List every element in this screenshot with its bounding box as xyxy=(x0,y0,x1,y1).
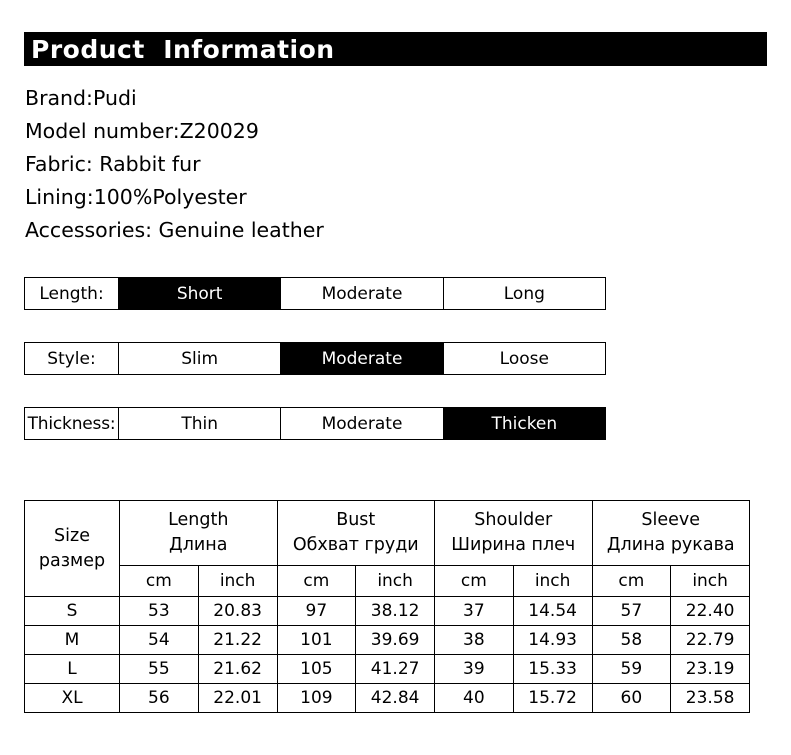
spec-accessories: Accessories: Genuine leather xyxy=(25,218,324,242)
cell-shoulder-inch: 14.54 xyxy=(513,597,592,626)
option-style-moderate[interactable]: Moderate xyxy=(281,343,443,374)
option-length-long[interactable]: Long xyxy=(444,278,605,309)
option-length-moderate[interactable]: Moderate xyxy=(281,278,443,309)
option-length-short[interactable]: Short xyxy=(119,278,281,309)
unit-shoulder-inch: inch xyxy=(513,566,592,597)
unit-bust-cm: cm xyxy=(277,566,356,597)
option-label-length: Length: xyxy=(25,278,119,309)
unit-length-cm: cm xyxy=(120,566,199,597)
option-label-style: Style: xyxy=(25,343,119,374)
unit-shoulder-cm: cm xyxy=(435,566,514,597)
size-chart-table xyxy=(24,500,750,713)
cell-length-cm: 55 xyxy=(120,655,199,684)
specification-list xyxy=(25,82,625,247)
cell-sleeve-inch: 22.79 xyxy=(671,626,750,655)
cell-sleeve-cm: 60 xyxy=(592,684,671,713)
cell-length-cm: 56 xyxy=(120,684,199,713)
cell-shoulder-cm: 38 xyxy=(435,626,514,655)
cell-length-inch: 21.22 xyxy=(198,626,277,655)
unit-sleeve-inch: inch xyxy=(671,566,750,597)
cell-bust-inch: 38.12 xyxy=(356,597,435,626)
option-label-thickness: Thickness: xyxy=(25,408,119,439)
cell-length-inch: 20.83 xyxy=(198,597,277,626)
cell-sleeve-cm: 57 xyxy=(592,597,671,626)
row-size-label: M xyxy=(25,626,120,655)
cell-length-cm: 53 xyxy=(120,597,199,626)
page-title: Product Information xyxy=(31,34,335,64)
option-thickness-thicken[interactable]: Thicken xyxy=(444,408,605,439)
option-style-loose[interactable]: Loose xyxy=(444,343,605,374)
header-sleeve: Sleeve Длина рукава xyxy=(592,501,750,566)
cell-sleeve-cm: 59 xyxy=(592,655,671,684)
option-thickness-moderate[interactable]: Moderate xyxy=(281,408,443,439)
cell-sleeve-inch: 22.40 xyxy=(671,597,750,626)
cell-bust-inch: 41.27 xyxy=(356,655,435,684)
cell-bust-inch: 42.84 xyxy=(356,684,435,713)
table-row xyxy=(25,684,750,713)
header-length: Length Длина xyxy=(120,501,278,566)
option-thickness-thin[interactable]: Thin xyxy=(119,408,281,439)
option-row-length xyxy=(24,277,606,310)
cell-bust-cm: 97 xyxy=(277,597,356,626)
cell-bust-cm: 109 xyxy=(277,684,356,713)
unit-sleeve-cm: cm xyxy=(592,566,671,597)
cell-shoulder-cm: 39 xyxy=(435,655,514,684)
table-row xyxy=(25,655,750,684)
spec-lining: Lining:100%Polyester xyxy=(25,185,247,209)
row-size-label: S xyxy=(25,597,120,626)
page-title-bar xyxy=(24,32,767,66)
option-row-thickness xyxy=(24,407,606,440)
option-row-style xyxy=(24,342,606,375)
unit-length-inch: inch xyxy=(198,566,277,597)
cell-bust-inch: 39.69 xyxy=(356,626,435,655)
table-row xyxy=(25,597,750,626)
option-style-slim[interactable]: Slim xyxy=(119,343,281,374)
cell-length-inch: 22.01 xyxy=(198,684,277,713)
spec-fabric: Fabric: Rabbit fur xyxy=(25,152,201,176)
table-row xyxy=(25,626,750,655)
table-unit-row xyxy=(25,566,750,597)
cell-shoulder-inch: 15.72 xyxy=(513,684,592,713)
row-size-label: XL xyxy=(25,684,120,713)
cell-sleeve-cm: 58 xyxy=(592,626,671,655)
spec-model-number: Model number:Z20029 xyxy=(25,119,259,143)
cell-shoulder-cm: 40 xyxy=(435,684,514,713)
cell-shoulder-cm: 37 xyxy=(435,597,514,626)
spec-brand: Brand:Pudi xyxy=(25,86,137,110)
header-size: Size размер xyxy=(25,501,120,597)
cell-sleeve-inch: 23.58 xyxy=(671,684,750,713)
cell-bust-cm: 105 xyxy=(277,655,356,684)
header-bust: Bust Обхват груди xyxy=(277,501,435,566)
row-size-label: L xyxy=(25,655,120,684)
header-shoulder: Shoulder Ширина плеч xyxy=(435,501,593,566)
table-header-row xyxy=(25,501,750,566)
cell-shoulder-inch: 14.93 xyxy=(513,626,592,655)
cell-length-cm: 54 xyxy=(120,626,199,655)
cell-sleeve-inch: 23.19 xyxy=(671,655,750,684)
cell-length-inch: 21.62 xyxy=(198,655,277,684)
unit-bust-inch: inch xyxy=(356,566,435,597)
cell-bust-cm: 101 xyxy=(277,626,356,655)
cell-shoulder-inch: 15.33 xyxy=(513,655,592,684)
